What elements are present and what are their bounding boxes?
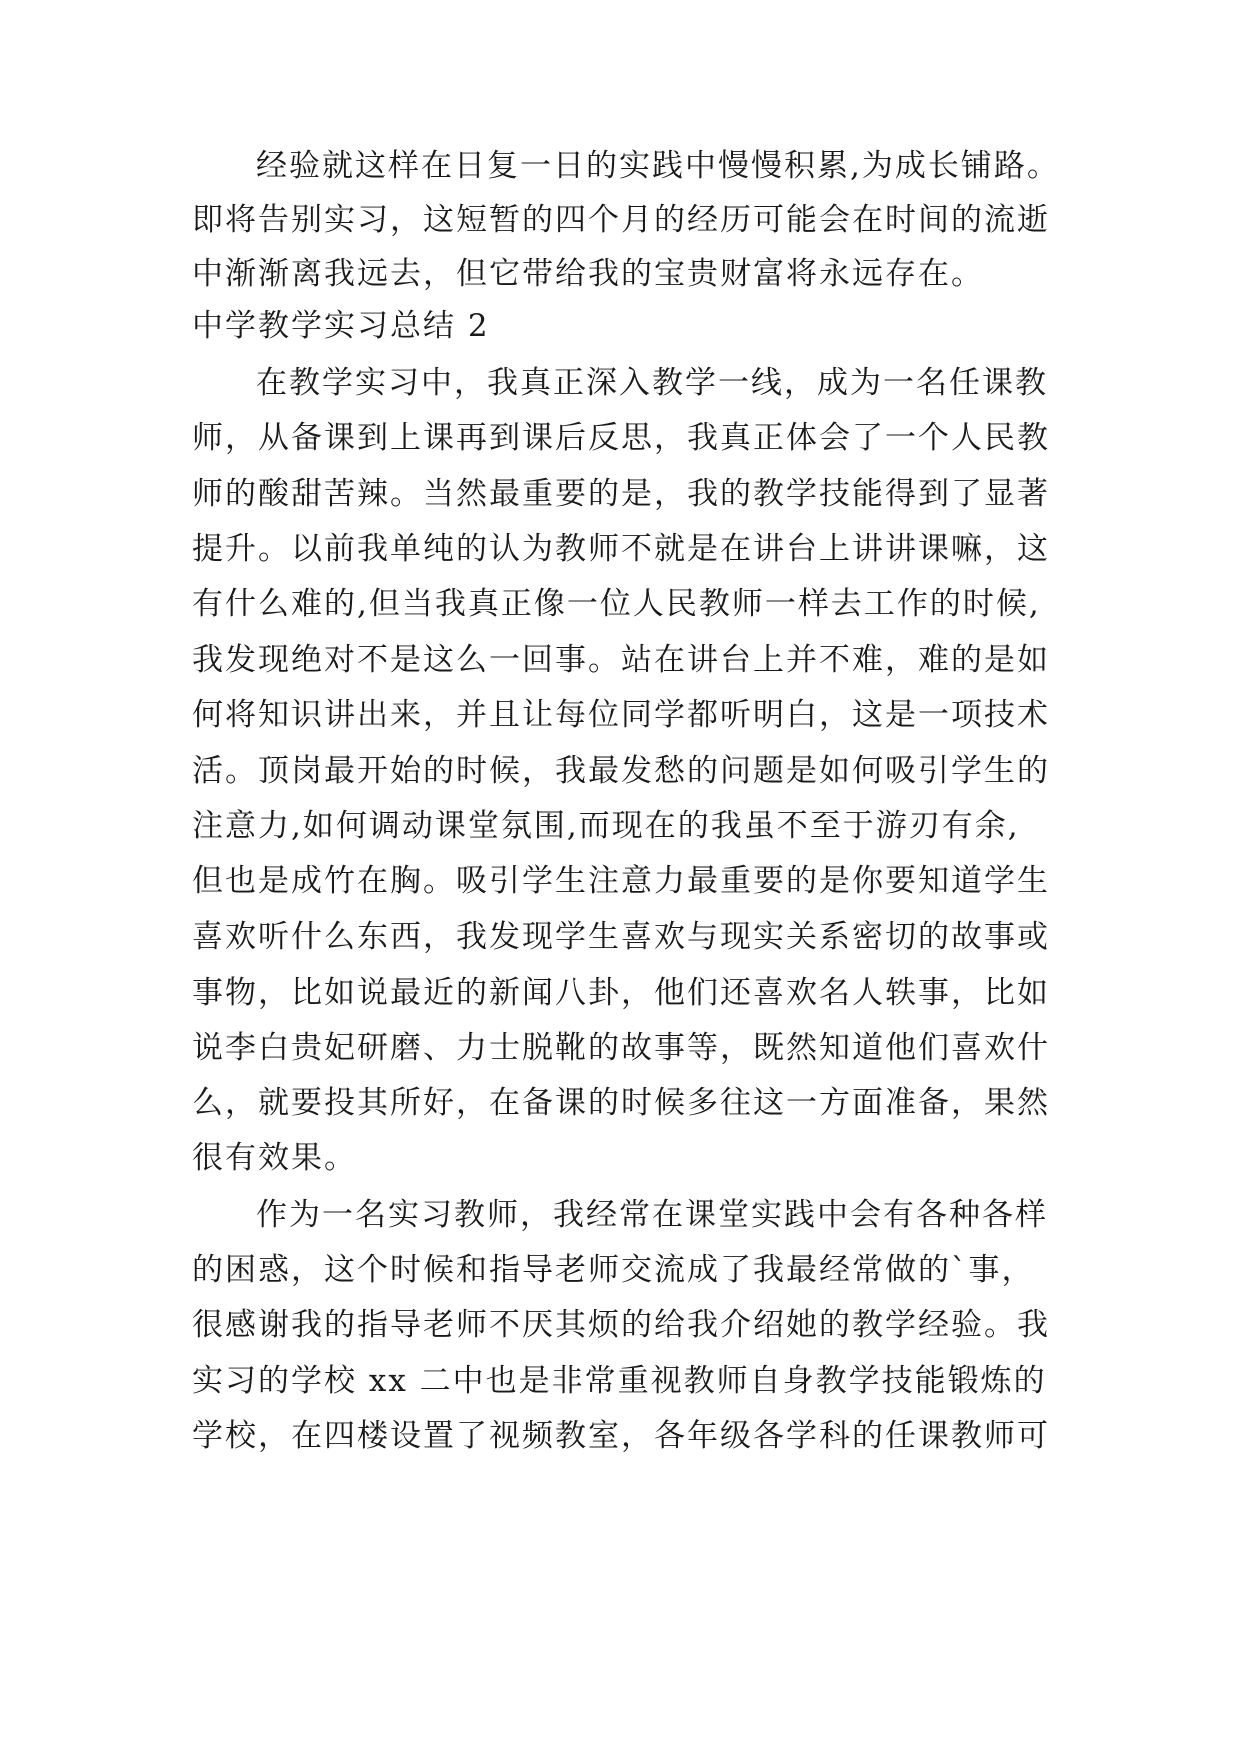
text-line: 喜欢听什么东西，我发现学生喜欢与现实关系密切的故事或	[192, 919, 1050, 955]
text-line: 很有效果。	[192, 1140, 357, 1176]
text-line: 的困惑，这个时候和指导老师交流成了我最经常做的`事，	[192, 1252, 1035, 1288]
text-line: 学校，在四楼设置了视频教室，各年级各学科的任课教师可	[192, 1418, 1050, 1454]
text-line: 但也是成竹在胸。吸引学生注意力最重要的是你要知道学生	[192, 863, 1050, 899]
text-line: 活。顶岗最开始的时候，我最发愁的问题是如何吸引学生的	[192, 753, 1050, 789]
section-heading: 中学教学实习总结 2	[192, 308, 490, 344]
text-line: 注意力,如何调动课堂氛围,而现在的我虽不至于游刃有余,	[192, 808, 1020, 844]
text-line: 经验就这样在日复一日的实践中慢慢积累,为成长铺路。	[256, 148, 1060, 184]
text-line: 有什么难的,但当我真正像一位人民教师一样去工作的时候,	[192, 586, 1041, 622]
text-line: 说李白贵妃研磨、力士脱靴的故事等，既然知道他们喜欢什	[192, 1030, 1050, 1066]
text-line: 即将告别实习，这短暂的四个月的经历可能会在时间的流逝	[192, 202, 1050, 238]
text-line: 事物，比如说最近的新闻八卦，他们还喜欢名人轶事，比如	[192, 975, 1050, 1011]
text-line: 很感谢我的指导老师不厌其烦的给我介绍她的教学经验。我	[192, 1307, 1050, 1343]
text-line: 么，就要投其所好，在备课的时候多往这一方面准备，果然	[192, 1085, 1050, 1121]
text-line: 何将知识讲出来，并且让每位同学都听明白，这是一项技术	[192, 697, 1050, 733]
text-line: 师的酸甜苦辣。当然最重要的是，我的教学技能得到了显著	[192, 476, 1050, 512]
text-line: 在教学实习中，我真正深入教学一线，成为一名任课教	[256, 365, 1048, 401]
text-line: 我发现绝对不是这么一回事。站在讲台上并不难，难的是如	[192, 642, 1050, 678]
text-line: 作为一名实习教师，我经常在课堂实践中会有各种各样	[256, 1197, 1048, 1233]
text-line: 实习的学校 xx 二中也是非常重视教师自身教学技能锻炼的	[192, 1363, 1047, 1399]
text-line: 中渐渐离我远去，但它带给我的宝贵财富将永远存在。	[192, 256, 984, 292]
text-line: 师，从备课到上课再到课后反思，我真正体会了一个人民教	[192, 420, 1050, 456]
text-line: 提升。以前我单纯的认为教师不就是在讲台上讲讲课嘛，这	[192, 531, 1050, 567]
